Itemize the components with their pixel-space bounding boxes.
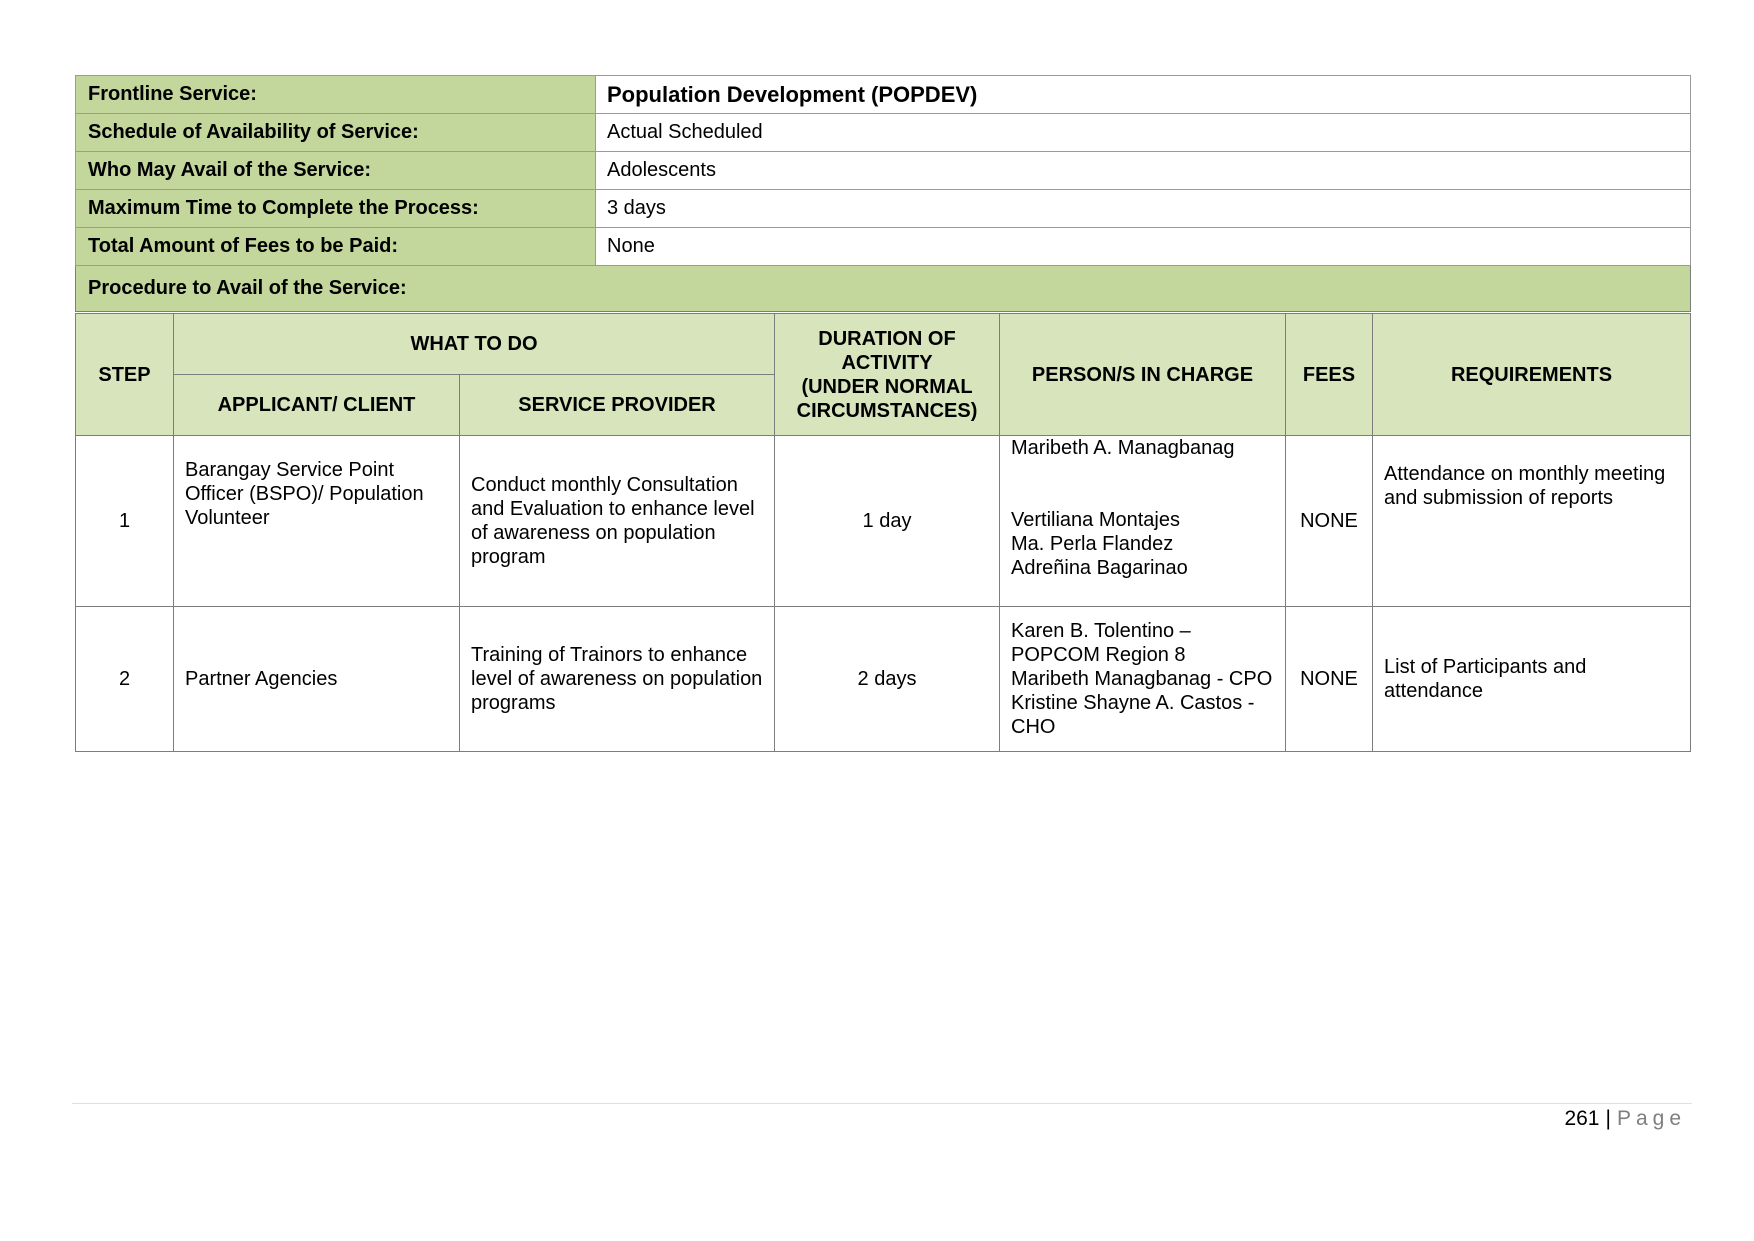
- person-name: Kristine Shayne A. Castos - CHO: [1011, 692, 1255, 738]
- who-may-avail-row: [76, 152, 1691, 190]
- provider-cell: Training of Trainors to enhance level of awareness on population programs: [460, 607, 775, 752]
- applicant-cell: Partner Agencies: [174, 607, 460, 752]
- max-time-value: 3 days: [596, 190, 1691, 228]
- step-header: STEP: [76, 314, 174, 436]
- total-fees-label: Total Amount of Fees to be Paid:: [76, 228, 596, 266]
- max-time-row: [76, 190, 1691, 228]
- procedure-row: [76, 266, 1691, 312]
- footer-divider: [72, 1103, 1692, 1104]
- person-name: Maribeth A. Managbanag: [1011, 437, 1235, 459]
- person-name: Karen B. Tolentino – POPCOM Region 8: [1011, 620, 1191, 666]
- duration-header-line4: CIRCUMSTANCES): [796, 399, 978, 422]
- duration-header-line2: ACTIVITY: [841, 351, 933, 374]
- procedure-label: Procedure to Avail of the Service:: [76, 266, 1691, 312]
- duration-cell: 2 days: [775, 607, 1000, 752]
- schedule-label: Schedule of Availability of Service:: [76, 114, 596, 152]
- frontline-service-row: [76, 76, 1691, 114]
- service-info-table: [75, 75, 1691, 312]
- step-number: 1: [76, 436, 174, 607]
- schedule-row: [76, 114, 1691, 152]
- duration-header: [775, 314, 1000, 436]
- page-number: 261: [1564, 1107, 1600, 1130]
- who-may-avail-value: Adolescents: [596, 152, 1691, 190]
- persons-gap: [1011, 460, 1279, 508]
- requirements-text: Attendance on monthly meeting and submission of reports: [1384, 463, 1666, 509]
- duration-cell: 1 day: [775, 436, 1000, 607]
- what-to-do-header: WHAT TO DO: [174, 314, 775, 375]
- max-time-label: Maximum Time to Complete the Process:: [76, 190, 596, 228]
- frontline-service-label: Frontline Service:: [76, 76, 596, 114]
- requirements-header: REQUIREMENTS: [1373, 314, 1691, 436]
- persons-cell: [1000, 607, 1286, 752]
- procedure-steps-table: [75, 313, 1691, 752]
- person-name: Vertiliana Montajes: [1011, 509, 1180, 531]
- persons-cell: [1000, 436, 1286, 607]
- fees-header: FEES: [1286, 314, 1373, 436]
- schedule-value: Actual Scheduled: [596, 114, 1691, 152]
- fees-cell: NONE: [1286, 607, 1373, 752]
- page-footer: [1564, 1107, 1686, 1131]
- applicant-text: Barangay Service Point Officer (BSPO)/ Population Volunteer: [185, 459, 424, 529]
- person-name: Adreñina Bagarinao: [1011, 557, 1188, 579]
- service-provider-header: SERVICE PROVIDER: [460, 375, 775, 436]
- frontline-service-value: Population Development (POPDEV): [596, 76, 1691, 114]
- who-may-avail-label: Who May Avail of the Service:: [76, 152, 596, 190]
- duration-header-line3: (UNDER NORMAL: [801, 375, 973, 398]
- requirements-cell: List of Participants and attendance: [1373, 607, 1691, 752]
- total-fees-value: None: [596, 228, 1691, 266]
- applicant-client-header: APPLICANT/ CLIENT: [174, 375, 460, 436]
- footer-separator: |: [1605, 1107, 1611, 1130]
- header-row-1: [76, 314, 1691, 375]
- step-number: 2: [76, 607, 174, 752]
- total-fees-row: [76, 228, 1691, 266]
- person-name: Maribeth Managbanag - CPO: [1011, 668, 1273, 690]
- requirements-cell: [1373, 436, 1691, 607]
- table-row: [76, 436, 1691, 607]
- provider-cell: Conduct monthly Consultation and Evaluation to enhance level of awareness on population program: [460, 436, 775, 607]
- table-row: [76, 607, 1691, 752]
- persons-in-charge-header: PERSON/S IN CHARGE: [1000, 314, 1286, 436]
- person-name: Ma. Perla Flandez: [1011, 533, 1174, 555]
- fees-cell: NONE: [1286, 436, 1373, 607]
- applicant-cell: [174, 436, 460, 607]
- page-word: Page: [1616, 1107, 1686, 1130]
- duration-header-line1: DURATION OF: [818, 327, 956, 350]
